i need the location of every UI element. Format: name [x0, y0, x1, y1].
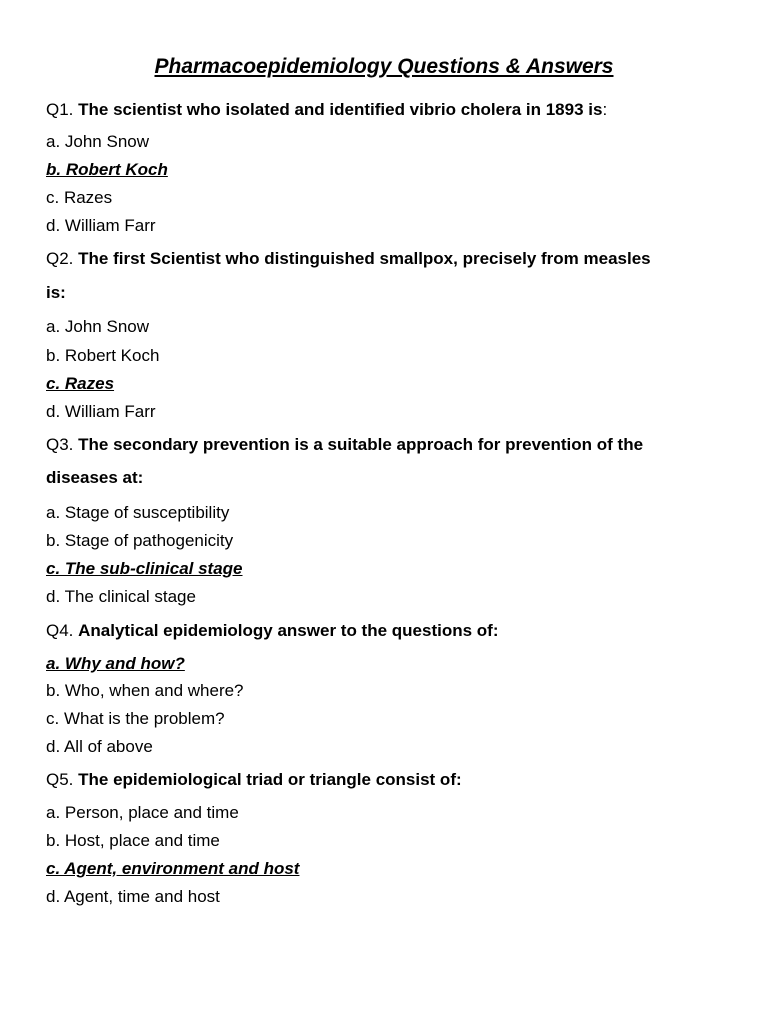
option-1b-correct: b. Robert Koch [46, 160, 168, 179]
option-2d: d. William Farr [46, 402, 156, 421]
option-5a: a. Person, place and time [46, 803, 239, 822]
question-number: Q3. [46, 435, 74, 454]
page-title: Pharmacoepidemiology Questions & Answers [154, 55, 614, 78]
option-1d: d. William Farr [46, 216, 156, 235]
question-stem: Analytical epidemiology answer to the questions of: [78, 621, 499, 640]
option-3b: b. Stage of pathogenicity [46, 531, 234, 550]
option-3d: d. The clinical stage [46, 587, 196, 606]
option-5b: b. Host, place and time [46, 831, 220, 850]
question-4 [46, 619, 498, 643]
option-1c: c. Razes [46, 188, 113, 207]
option-2b: b. Robert Koch [46, 346, 160, 365]
question-stem: The epidemiological triad or triangle consist of: [78, 770, 462, 789]
question-stem-tail: : [602, 100, 608, 119]
question-number: Q5. [46, 770, 74, 789]
question-stem: The scientist who isolated and identified vibrio cholera in 1893 is [78, 100, 603, 119]
option-4d: d. All of above [46, 737, 153, 756]
question-3 [46, 433, 643, 457]
option-5d: d. Agent, time and host [46, 887, 220, 906]
question-number: Q4. [46, 621, 74, 640]
question-stem-cont: diseases at: [46, 468, 144, 487]
question-stem: The secondary prevention is a suitable approach for prevention of the [78, 435, 644, 454]
question-stem-cont: is: [46, 283, 66, 302]
option-4b: b. Who, when and where? [46, 681, 244, 700]
option-3c-correct: c. The sub-clinical stage [46, 559, 243, 578]
option-2c-correct: c. Razes [46, 374, 115, 393]
question-2-continuation [46, 281, 66, 305]
option-5c-correct: c. Agent, environment and host [46, 859, 300, 878]
option-2a: a. John Snow [46, 317, 150, 336]
option-4a-correct: a. Why and how? [46, 654, 185, 673]
question-3-continuation [46, 466, 143, 490]
option-3a: a. Stage of susceptibility [46, 503, 230, 522]
question-number: Q2. [46, 249, 74, 268]
question-2 [46, 247, 651, 271]
option-1a: a. John Snow [46, 132, 150, 151]
question-5 [46, 768, 462, 792]
question-number: Q1. [46, 100, 74, 119]
question-1 [46, 98, 607, 122]
option-4c: c. What is the problem? [46, 709, 225, 728]
question-stem: The first Scientist who distinguished smallpox, precisely from measles [78, 249, 651, 268]
